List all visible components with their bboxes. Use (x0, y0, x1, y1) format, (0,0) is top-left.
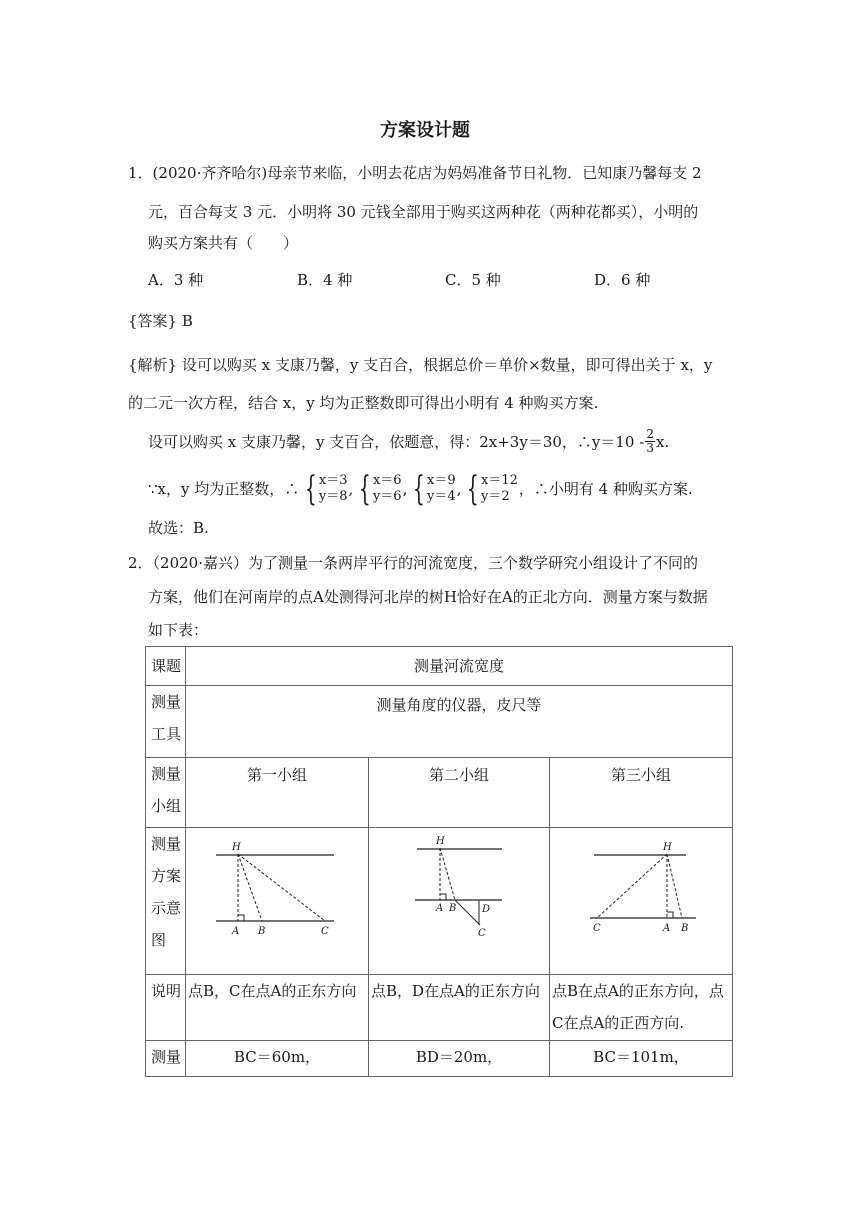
fraction-denominator: 3 (646, 441, 654, 455)
equation-system: { x＝9 y＝4 (413, 469, 456, 509)
conclusion: 故选：B. (148, 519, 209, 537)
system-row: x＝3 (318, 473, 348, 488)
subject-cell: 测量河流宽度 (186, 647, 733, 686)
equation-system: { x＝12 y＝2 (467, 469, 518, 509)
step-2-tail: ，∴小明有 4 种购买方案. (518, 480, 693, 498)
note-group-3 (550, 975, 733, 1041)
question-text: （2020·嘉兴）为了测量一条两岸平行的河流宽度，三个数学研究小组设计了不同的 (152, 554, 698, 572)
row-label (146, 686, 186, 758)
diagram-cell-1 (186, 828, 369, 975)
row-label-part: 示意 (151, 899, 182, 917)
table-row (146, 686, 733, 758)
equation-system: { x＝3 y＝8 (305, 469, 348, 509)
row-label-part: 测量 (151, 693, 182, 711)
row-label-part: 方案 (151, 867, 182, 885)
note-group-2: 点B，D在点A的正东方向 (369, 975, 550, 1041)
page-title: 方案设计题 (380, 120, 470, 141)
label-c: C (593, 923, 601, 934)
answer-label: {答案} (128, 312, 178, 330)
option-a: A．3 种 (148, 271, 204, 289)
question-number: 2． (128, 554, 153, 572)
analysis-line-1 (128, 355, 712, 375)
data-group-2: BD＝20m， (369, 1041, 550, 1077)
option-b: B．4 种 (297, 271, 353, 289)
fraction (645, 428, 655, 455)
label-a: A (436, 903, 444, 914)
system-row: y＝6 (372, 489, 402, 504)
tools-cell: 测量角度的仪器，皮尺等 (186, 686, 733, 758)
diagram-group-3 (550, 828, 732, 970)
system-row: y＝4 (426, 489, 456, 504)
diagram-cell-2 (369, 828, 550, 975)
label-a: A (663, 923, 671, 934)
question-text: 母亲节来临，小明去花店为妈妈准备节日礼物．已知康乃馨每支 2 (267, 164, 702, 182)
row-label-part: 测量 (151, 765, 182, 783)
question-1-line-2: 元，百合每支 3 元．小明将 30 元钱全部用于购买这两种花（两种花都买），小明的 (148, 203, 699, 221)
equation-system: { x＝6 y＝6 (359, 469, 402, 509)
question-2-line-1 (128, 553, 698, 573)
row-label: 课题 (146, 647, 186, 686)
data-group-1: BC＝60m， (186, 1041, 369, 1077)
question-1-line-1 (128, 163, 702, 183)
fraction-numerator: 2 (646, 427, 654, 441)
diagram-cell-3 (550, 828, 733, 975)
measurement-table (145, 646, 733, 1077)
analysis-text: 设可以购买 x 支康乃馨，y 支百合，根据总价＝单价×数量，即可得出关于 x，y (181, 356, 713, 374)
row-label-part: 测量 (151, 835, 182, 853)
group-3-header: 第三小组 (550, 758, 733, 828)
diagram-group-1 (186, 828, 368, 970)
question-source: (2020·齐齐哈尔) (152, 164, 268, 182)
question-2-line-2: 方案，他们在河南岸的点A处测得河北岸的树H恰好在A的正北方向．测量方案与数据 (148, 588, 708, 606)
option-d: D．6 种 (594, 271, 651, 289)
solution-step-2: ∵x，y 均为正整数，∴ { x＝3 y＝8 , { x＝6 y＝6 , { x＝9 y＝4 , { x＝12 y＝2 ，∴小明有 4 种购买方案. (148, 469, 693, 509)
table-row (146, 828, 733, 975)
note-group-1: 点B，C在点A的正东方向 (186, 975, 369, 1041)
row-label (146, 828, 186, 975)
step-2-head: ∵x，y 均为正整数，∴ (148, 480, 300, 498)
label-h: H (232, 842, 241, 853)
answer (128, 311, 193, 331)
row-label-part: 图 (151, 931, 167, 949)
row-label: 测量 (146, 1041, 186, 1077)
row-label: 说明 (146, 975, 186, 1041)
system-row: y＝8 (318, 489, 348, 504)
group-2-header: 第二小组 (369, 758, 550, 828)
table-row (146, 758, 733, 828)
system-row: x＝6 (372, 473, 402, 488)
step-1-text: 设可以购买 x 支康乃馨，y 支百合，依题意，得：2x+3y＝30，∴y＝10 - (148, 432, 645, 451)
label-c: C (321, 926, 329, 937)
table-row (146, 975, 733, 1041)
row-label (146, 758, 186, 828)
step-1-tail: x. (655, 432, 670, 451)
group-1-header: 第一小组 (186, 758, 369, 828)
option-c: C．5 种 (445, 271, 501, 289)
diagram-group-2 (369, 828, 549, 970)
table-row (146, 647, 733, 686)
system-row: y＝2 (481, 489, 510, 504)
label-b: B (449, 903, 457, 914)
table-row (146, 1041, 733, 1077)
label-b: B (258, 926, 266, 937)
analysis-line-2: 的二元一次方程，结合 x，y 均为正整数即可得出小明有 4 种购买方案. (128, 394, 599, 412)
label-h: H (436, 836, 445, 847)
analysis-label: {解析} (128, 356, 178, 374)
label-h: H (663, 842, 672, 853)
data-group-3: BC＝101m， (550, 1041, 733, 1077)
question-number: 1． (128, 164, 153, 182)
label-c: C (478, 928, 486, 939)
label-d: D (482, 904, 491, 915)
system-row: x＝12 (481, 473, 518, 488)
label-a: A (232, 926, 240, 937)
row-label-part: 工具 (151, 725, 182, 743)
answer-value: B (181, 312, 193, 330)
question-1-line-3: 购买方案共有（ ） (148, 234, 299, 252)
note-part: C在点A的正西方向. (552, 1014, 685, 1032)
question-2-line-3: 如下表： (148, 621, 209, 639)
row-label-part: 小组 (151, 797, 182, 815)
system-row: x＝9 (426, 473, 456, 488)
note-part: 点B在点A的正东方向，点 (552, 982, 724, 1000)
solution-step-1 (148, 428, 669, 455)
label-b: B (681, 923, 689, 934)
